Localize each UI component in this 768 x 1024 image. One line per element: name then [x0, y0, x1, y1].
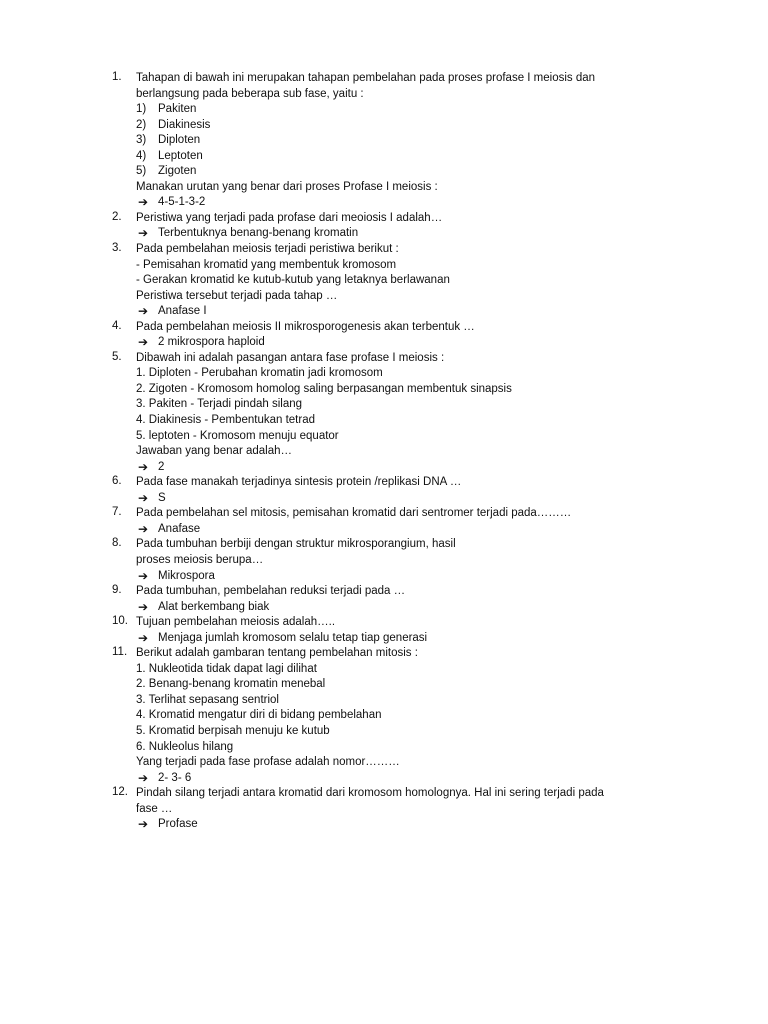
arrow-right-icon: ➔ [138, 568, 149, 583]
question-item [112, 351, 672, 475]
question-text-line: Peristiwa tersebut terjadi pada tahap … [136, 289, 338, 302]
arrow-right-icon: ➔ [138, 817, 149, 832]
answer-line [136, 460, 672, 476]
answer-line [136, 817, 672, 833]
question-text-line: 1. Diploten - Perubahan kromatin jadi kromosom [136, 367, 383, 380]
question-item [112, 211, 672, 242]
arrow-right-icon: ➔ [138, 459, 149, 474]
answer-line [136, 771, 672, 787]
answer-line [136, 491, 672, 507]
arrow-right-icon: ➔ [138, 521, 149, 536]
question-number: 8. [112, 537, 122, 550]
question-item [112, 71, 672, 211]
question-item [112, 646, 672, 786]
arrow-right-icon: ➔ [138, 304, 149, 319]
answer-line [136, 335, 672, 351]
answer-line [136, 569, 672, 585]
arrow-right-icon: ➔ [138, 335, 149, 350]
question-text-line: Pada pembelahan meiosis terjadi peristiwa berikut : [136, 243, 399, 256]
answer-line [136, 226, 672, 242]
answer-line [136, 631, 672, 647]
question-item [112, 786, 672, 833]
question-item [112, 615, 672, 646]
answer-text: 2- 3- 6 [158, 771, 192, 784]
answer-text: 2 [158, 460, 165, 473]
answer-text: Anafase I [158, 305, 207, 318]
question-text-line: 3. Pakiten - Terjadi pindah silang [136, 398, 303, 411]
answer-line [136, 304, 672, 320]
arrow-right-icon: ➔ [138, 226, 149, 241]
answer-text: Terbentuknya benang-benang kromatin [158, 227, 359, 240]
question-text-line: 2. Zigoten - Kromosom homolog saling berpasangan membentuk sinapsis [136, 382, 512, 395]
option-label: Leptoten [158, 149, 203, 162]
question-item [112, 320, 672, 351]
question-number: 1. [112, 71, 122, 83]
answer-line [136, 600, 672, 616]
option-number: 2) [136, 118, 147, 131]
question-number: 2. [112, 210, 122, 223]
arrow-right-icon: ➔ [138, 630, 149, 645]
question-text-line: Pada pembelahan sel mitosis, pemisahan kromatid dari sentromer terjadi pada……… [136, 507, 572, 520]
question-text-line: berlangsung pada beberapa sub fase, yaitu : [136, 87, 364, 100]
question-item [112, 475, 672, 506]
question-item [112, 242, 672, 320]
arrow-right-icon: ➔ [138, 599, 149, 614]
answer-text: Menjaga jumlah kromosom selalu tetap tiap generasi [158, 631, 428, 644]
question-item [112, 506, 672, 537]
question-list [112, 71, 672, 833]
option-item [136, 149, 672, 165]
question-text-line: 3. Terlihat sepasang sentriol [136, 693, 279, 706]
option-number: 5) [136, 165, 147, 178]
option-item [136, 102, 672, 118]
question-text-line: Manakan urutan yang benar dari proses Profase I meiosis : [136, 180, 438, 193]
question-item [112, 584, 672, 615]
question-number: 9. [112, 584, 122, 597]
answer-text: Anafase [158, 522, 201, 535]
answer-line [136, 195, 672, 211]
question-text-line: Dibawah ini adalah pasangan antara fase profase I meiosis : [136, 351, 445, 364]
option-item [136, 118, 672, 134]
question-text-line: Pada pembelahan meiosis II mikrosporogenesis akan terbentuk … [136, 320, 475, 333]
option-label: Pakiten [158, 103, 197, 116]
arrow-right-icon: ➔ [138, 770, 149, 785]
question-number: 7. [112, 506, 122, 519]
question-text-line: 6. Nukleolus hilang [136, 740, 234, 753]
question-text-line: 4. Diakinesis - Pembentukan tetrad [136, 414, 315, 427]
answer-text: Alat berkembang biak [158, 600, 270, 613]
question-text-line: Jawaban yang benar adalah… [136, 445, 293, 458]
question-number: 5. [112, 350, 122, 363]
question-text-line: 2. Benang-benang kromatin menebal [136, 678, 326, 691]
question-text-line: Berikut adalah gambaran tentang pembelahan mitosis : [136, 647, 418, 660]
option-item [136, 133, 672, 149]
question-number: 10. [112, 615, 128, 628]
question-text-line: Pada tumbuhan berbiji dengan struktur mikrosporangium, hasil [136, 538, 456, 551]
question-text-line: Tujuan pembelahan meiosis adalah….. [136, 616, 336, 629]
question-number: 12. [112, 786, 128, 799]
answer-text: 4-5-1-3-2 [158, 196, 206, 209]
question-text-line: 4. Kromatid mengatur diri di bidang pembelahan [136, 709, 382, 722]
question-item [112, 537, 672, 584]
option-label: Diakinesis [158, 118, 211, 131]
option-number: 4) [136, 149, 147, 162]
answer-text: Profase [158, 818, 198, 831]
arrow-right-icon: ➔ [138, 490, 149, 505]
question-number: 3. [112, 242, 122, 255]
question-text-line: 5. Kromatid berpisah menuju ke kutub [136, 724, 330, 737]
question-text-line: Peristiwa yang terjadi pada profase dari meoiosis I adalah… [136, 211, 443, 224]
option-number: 3) [136, 134, 147, 147]
question-text-line: Pada fase manakah terjadinya sintesis protein /replikasi DNA … [136, 476, 462, 489]
option-label: Zigoten [158, 165, 197, 178]
option-number: 1) [136, 103, 147, 116]
answer-line [136, 522, 672, 538]
question-number: 4. [112, 319, 122, 332]
answer-text: S [158, 491, 166, 504]
question-text-line: - Gerakan kromatid ke kutub-kutub yang letaknya berlawanan [136, 274, 450, 287]
question-text-line: 1. Nukleotida tidak dapat lagi dilihat [136, 662, 317, 675]
question-text-line: - Pemisahan kromatid yang membentuk kromosom [136, 258, 397, 271]
question-text-line: Pindah silang terjadi antara kromatid dari kromosom homolognya. Hal ini sering terjadi pada [136, 787, 604, 800]
question-text-line: proses meiosis berupa… [136, 553, 264, 566]
question-number: 6. [112, 475, 122, 488]
option-label: Diploten [158, 134, 201, 147]
question-text-line: Tahapan di bawah ini merupakan tahapan pembelahan pada proses profase I meiosis dan [136, 72, 596, 84]
question-text-line: fase … [136, 802, 173, 815]
option-item [136, 164, 672, 180]
answer-text: 2 mikrospora haploid [158, 336, 265, 349]
question-text-line: Yang terjadi pada fase profase adalah nomor……… [136, 756, 400, 769]
answer-text: Mikrospora [158, 569, 215, 582]
question-text-line: Pada tumbuhan, pembelahan reduksi terjadi pada … [136, 585, 406, 598]
arrow-right-icon: ➔ [138, 195, 149, 210]
question-text-line: 5. leptoten - Kromosom menuju equator [136, 429, 339, 442]
question-number: 11. [112, 646, 128, 659]
